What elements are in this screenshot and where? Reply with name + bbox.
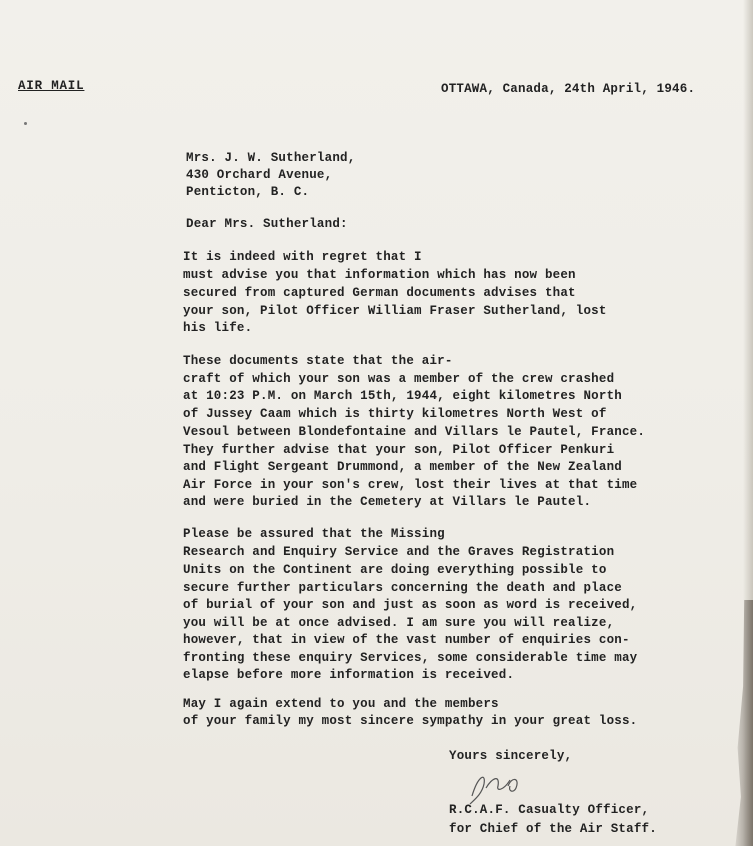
- paper-tear: [731, 600, 753, 846]
- paragraph-3-line: fronting these enquiry Services, some considerable time may: [183, 651, 638, 665]
- paragraph-2-line: and were buried in the Cemetery at Villars le Pautel.: [183, 495, 592, 509]
- paragraph-4-line: May I again extend to you and the members: [183, 697, 499, 711]
- air-mail-label: AIR MAIL: [18, 79, 85, 93]
- paragraph-3-line: you will be at once advised. I am sure you will realize,: [183, 616, 615, 630]
- address-line-3: Penticton, B. C.: [186, 185, 310, 199]
- paragraph-2-line: Air Force in your son's crew, lost their lives at that time: [183, 478, 638, 492]
- paper-speck: [24, 122, 27, 125]
- handwritten-initials: [464, 766, 524, 806]
- paragraph-3-line: Please be assured that the Missing: [183, 527, 445, 541]
- closing: Yours sincerely,: [449, 749, 573, 763]
- paragraph-3-line: however, that in view of the vast number of enquiries con-: [183, 633, 630, 647]
- paragraph-3-line: secure further particulars concerning the death and place: [183, 581, 622, 595]
- paragraph-2-line: craft of which your son was a member of the crew crashed: [183, 372, 615, 386]
- paragraph-4-line: of your family my most sincere sympathy in your great loss.: [183, 714, 638, 728]
- paragraph-1-line: It is indeed with regret that I: [183, 250, 422, 264]
- address-line-2: 430 Orchard Avenue,: [186, 168, 333, 182]
- paragraph-3-line: Research and Enquiry Service and the Graves Registration: [183, 545, 615, 559]
- paragraph-3-line: of burial of your son and just as soon as word is received,: [183, 598, 638, 612]
- paragraph-3-line: elapse before more information is received.: [183, 668, 515, 682]
- salutation: Dear Mrs. Sutherland:: [186, 217, 348, 231]
- dateline: OTTAWA, Canada, 24th April, 1946.: [441, 82, 696, 96]
- paragraph-2-line: and Flight Sergeant Drummond, a member of the New Zealand: [183, 460, 622, 474]
- paragraph-2-line: at 10:23 P.M. on March 15th, 1944, eight kilometres North: [183, 389, 622, 403]
- paragraph-2-line: Vesoul between Blondefontaine and Villars le Pautel, France.: [183, 425, 646, 439]
- paragraph-2-line: They further advise that your son, Pilot Officer Penkuri: [183, 443, 615, 457]
- paragraph-1-line: must advise you that information which has now been: [183, 268, 576, 282]
- paragraph-1-line: your son, Pilot Officer William Fraser Sutherland, lost: [183, 304, 607, 318]
- paragraph-1-line: secured from captured German documents advises that: [183, 286, 576, 300]
- signature-title-line-2: for Chief of the Air Staff.: [449, 822, 657, 836]
- paragraph-2-line: These documents state that the air-: [183, 354, 453, 368]
- signature-title-line-1: R.C.A.F. Casualty Officer,: [449, 803, 650, 817]
- paragraph-2-line: of Jussey Caam which is thirty kilometres North West of: [183, 407, 607, 421]
- paragraph-1-line: his life.: [183, 321, 253, 335]
- paragraph-3-line: Units on the Continent are doing everything possible to: [183, 563, 607, 577]
- address-line-1: Mrs. J. W. Sutherland,: [186, 151, 356, 165]
